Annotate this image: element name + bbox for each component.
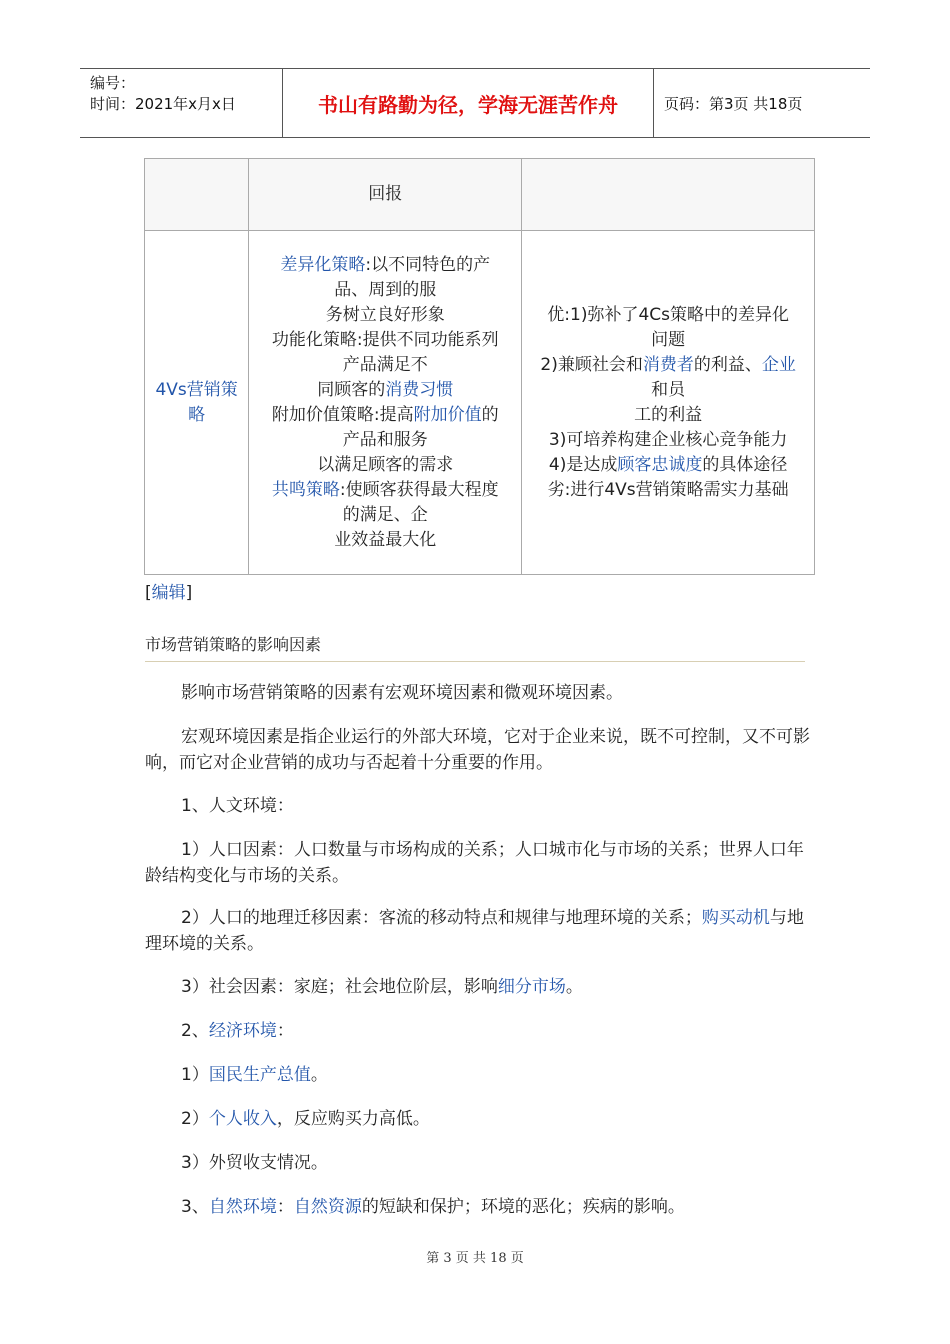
text-span: 同顾客的 bbox=[317, 379, 386, 400]
cell-line bbox=[253, 328, 517, 353]
strategy-name-link[interactable]: 4Vs营销策略 bbox=[145, 231, 249, 575]
header-meta bbox=[80, 69, 282, 137]
cell-line bbox=[253, 453, 517, 478]
text-span: 影响市场营销策略的因素有宏观环境因素和微观环境因素。 bbox=[181, 683, 623, 703]
cell-line bbox=[253, 353, 517, 378]
text-span: 的满足、企 bbox=[342, 504, 428, 525]
cell-line bbox=[526, 378, 810, 403]
text-span: 宏观环境因素是指企业运行的外部大环境，它对于企业来说，既不可控制，又不可影响，而它对企业营销的成功与否起着十分重要的作用。 bbox=[145, 727, 810, 773]
text-span: 1）人口因素：人口数量与市场构成的关系；人口城市化与市场的关系；世界人口年龄结构变化与市场的关系。 bbox=[145, 840, 804, 886]
text-link[interactable]: 企业 bbox=[761, 354, 796, 375]
paragraph bbox=[145, 1062, 810, 1088]
cell-line bbox=[253, 478, 517, 503]
text-span: 优:1)弥补了4Cs策略中的差异化 bbox=[547, 304, 789, 325]
section-title: 市场营销策略的影响因素 bbox=[145, 632, 805, 662]
strategy-evaluation-cell bbox=[522, 231, 815, 575]
text-link[interactable]: 共鸣策略 bbox=[271, 479, 340, 500]
paragraph bbox=[145, 724, 810, 776]
table-row bbox=[145, 231, 815, 575]
paragraph bbox=[145, 1150, 810, 1176]
text-span: 产品和服务 bbox=[342, 429, 428, 450]
text-link[interactable]: 自然资源 bbox=[293, 1197, 362, 1217]
text-link[interactable]: 经济环境 bbox=[208, 1021, 277, 1041]
text-span: 1、人文环境： bbox=[181, 796, 294, 816]
page-header bbox=[80, 68, 870, 138]
text-link[interactable]: 个人收入 bbox=[208, 1109, 277, 1129]
text-span: 与地理环境的关系。 bbox=[145, 908, 804, 954]
cell-line bbox=[526, 403, 810, 428]
paragraph bbox=[145, 837, 810, 889]
text-span: 功能化策略:提供不同功能系列 bbox=[271, 329, 499, 350]
edit-bracket-close: ] bbox=[185, 583, 193, 603]
text-span: 3）外贸收支情况。 bbox=[181, 1153, 328, 1173]
paragraph bbox=[145, 1106, 810, 1132]
cell-line bbox=[526, 328, 810, 353]
text-span: 劣:进行4Vs营销策略需实力基础 bbox=[547, 479, 789, 500]
text-link[interactable]: 消费习惯 bbox=[385, 379, 454, 400]
header-page-info: 页码：第3页 共18页 bbox=[664, 94, 803, 113]
text-span: 4)是达成 bbox=[548, 454, 618, 475]
text-span: 的利益、 bbox=[693, 354, 762, 375]
text-span: 3、 bbox=[181, 1197, 209, 1217]
text-span: 的具体途径 bbox=[702, 454, 788, 475]
text-span: 问题 bbox=[651, 329, 686, 350]
strategy-table bbox=[144, 158, 815, 575]
text-link[interactable]: 细分市场 bbox=[497, 977, 566, 997]
edit-section bbox=[145, 578, 192, 603]
table-cell bbox=[145, 159, 249, 231]
text-span: 1） bbox=[181, 1065, 209, 1085]
text-span: 以满足顾客的需求 bbox=[317, 454, 454, 475]
page-footer: 第 3 页 共 18 页 bbox=[426, 1251, 524, 1266]
text-span: 。 bbox=[310, 1065, 328, 1085]
text-span: 品、周到的服 bbox=[334, 279, 437, 300]
text-span: :使顾客获得最大程度 bbox=[339, 479, 499, 500]
text-span: 和员 bbox=[651, 379, 686, 400]
paragraph bbox=[145, 680, 810, 706]
text-span: 业效益最大化 bbox=[334, 529, 437, 550]
cell-line bbox=[253, 428, 517, 453]
cell-line bbox=[253, 503, 517, 528]
table-cell bbox=[522, 159, 815, 231]
cell-line bbox=[253, 378, 517, 403]
text-span: ，反应购买力高低。 bbox=[276, 1109, 430, 1129]
text-span: 产品满足不 bbox=[342, 354, 428, 375]
document-time: 时间：2021年x月x日 bbox=[90, 95, 236, 113]
text-span: 2、 bbox=[181, 1021, 209, 1041]
cell-line bbox=[526, 353, 810, 378]
cell-line bbox=[253, 528, 517, 553]
cell-line bbox=[526, 428, 810, 453]
text-link[interactable]: 附加价值 bbox=[413, 404, 482, 425]
paragraph bbox=[145, 1194, 810, 1220]
cell-line bbox=[526, 478, 810, 503]
text-span: 的短缺和保护；环境的恶化；疾病的影响。 bbox=[361, 1197, 685, 1217]
text-span: 的 bbox=[481, 404, 499, 425]
text-link[interactable]: 顾客忠诚度 bbox=[617, 454, 703, 475]
text-link[interactable]: 消费者 bbox=[642, 354, 694, 375]
text-span: 2）人口的地理迁移因素：客流的移动特点和规律与地理环境的关系； bbox=[181, 908, 702, 928]
text-span: ： bbox=[276, 1021, 294, 1041]
paragraph bbox=[145, 793, 810, 819]
text-link[interactable]: 自然环境 bbox=[208, 1197, 277, 1217]
edit-link[interactable]: 编辑 bbox=[151, 583, 186, 603]
header-motto: 书山有路勤为径，学海无涯苦作舟 bbox=[282, 69, 654, 137]
paragraph bbox=[145, 905, 810, 957]
text-span: 2)兼顾社会和 bbox=[540, 354, 643, 375]
strategy-content-cell bbox=[249, 231, 522, 575]
text-span: ： bbox=[276, 1197, 294, 1217]
text-span: 2） bbox=[181, 1109, 209, 1129]
cell-line bbox=[253, 303, 517, 328]
document-number: 编号： bbox=[90, 74, 136, 92]
text-span: :以不同特色的产 bbox=[365, 254, 491, 275]
cell-line bbox=[526, 453, 810, 478]
text-link[interactable]: 购买动机 bbox=[701, 908, 770, 928]
cell-line bbox=[253, 253, 517, 278]
cell-line bbox=[526, 303, 810, 328]
text-span: 3）社会因素：家庭；社会地位阶层，影响 bbox=[181, 977, 498, 997]
table-row bbox=[145, 159, 815, 231]
cell-line bbox=[253, 403, 517, 428]
text-link[interactable]: 国民生产总值 bbox=[208, 1065, 311, 1085]
text-span: 工的利益 bbox=[634, 404, 703, 425]
text-span: 。 bbox=[565, 977, 583, 997]
text-span: 附加价值策略:提高 bbox=[271, 404, 414, 425]
paragraph bbox=[145, 1018, 810, 1044]
text-span: 3)可培养构建企业核心竞争能力 bbox=[548, 429, 788, 450]
table-cell-return: 回报 bbox=[249, 159, 522, 231]
edit-bracket-open: [ bbox=[145, 583, 152, 603]
cell-line bbox=[253, 278, 517, 303]
text-link[interactable]: 差异化策略 bbox=[280, 254, 366, 275]
paragraph bbox=[145, 974, 810, 1000]
text-span: 务树立良好形象 bbox=[325, 304, 445, 325]
